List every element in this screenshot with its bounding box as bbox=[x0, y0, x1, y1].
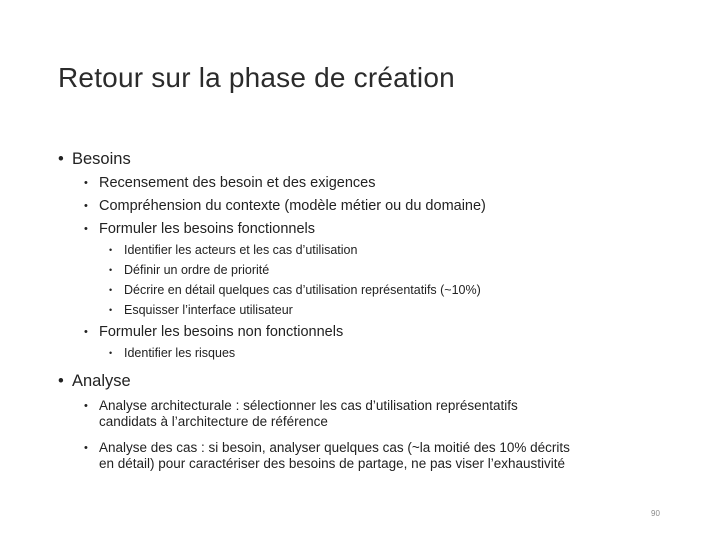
list-item: • Analyse architecturale : sélectionner les cas d’utilisation représentatifs candidats à l’architecture de référence bbox=[84, 398, 518, 429]
section-analyse bbox=[58, 372, 131, 391]
bullet-icon: • bbox=[109, 245, 113, 255]
page-number: 90 bbox=[651, 509, 660, 518]
slide-title: Retour sur la phase de création bbox=[58, 62, 455, 93]
section-label: Besoins bbox=[72, 150, 131, 168]
bullet-icon: • bbox=[58, 150, 64, 168]
sub-list-item: • Esquisser l’interface utilisateur bbox=[109, 303, 293, 317]
list-item: • Formuler les besoins non fonctionnels bbox=[84, 324, 344, 340]
bullet-icon: • bbox=[84, 400, 88, 412]
bullet-icon: • bbox=[109, 285, 113, 295]
bullet-icon: • bbox=[109, 265, 113, 275]
sub-list-item: • Identifier les risques bbox=[109, 346, 236, 360]
sub-list-item: • Définir un ordre de priorité bbox=[109, 263, 270, 277]
sub-list-item: • Décrire en détail quelques cas d’utilisation représentatifs (~10%) bbox=[109, 283, 481, 297]
bullet-icon: • bbox=[109, 305, 113, 315]
section-besoins bbox=[58, 150, 131, 169]
bullet-icon: • bbox=[58, 372, 64, 390]
bullet-icon: • bbox=[109, 348, 113, 358]
list-item: • Recensement des besoin et des exigences bbox=[84, 175, 376, 191]
section-label: Analyse bbox=[72, 372, 131, 390]
list-item: • Formuler les besoins fonctionnels bbox=[84, 221, 315, 237]
bullet-icon: • bbox=[84, 177, 88, 189]
bullet-icon: • bbox=[84, 326, 88, 338]
bullet-icon: • bbox=[84, 200, 88, 212]
sub-list-item: • Identifier les acteurs et les cas d’utilisation bbox=[109, 243, 358, 257]
list-item: • Analyse des cas : si besoin, analyser quelques cas (~la moitié des 10% décrits en détail) pour caractériser des besoins de partage, ne pas viser l’exhaustivité bbox=[84, 440, 570, 471]
list-item: • Compréhension du contexte (modèle métier ou du domaine) bbox=[84, 198, 486, 214]
bullet-icon: • bbox=[84, 442, 88, 454]
bullet-icon: • bbox=[84, 223, 88, 235]
